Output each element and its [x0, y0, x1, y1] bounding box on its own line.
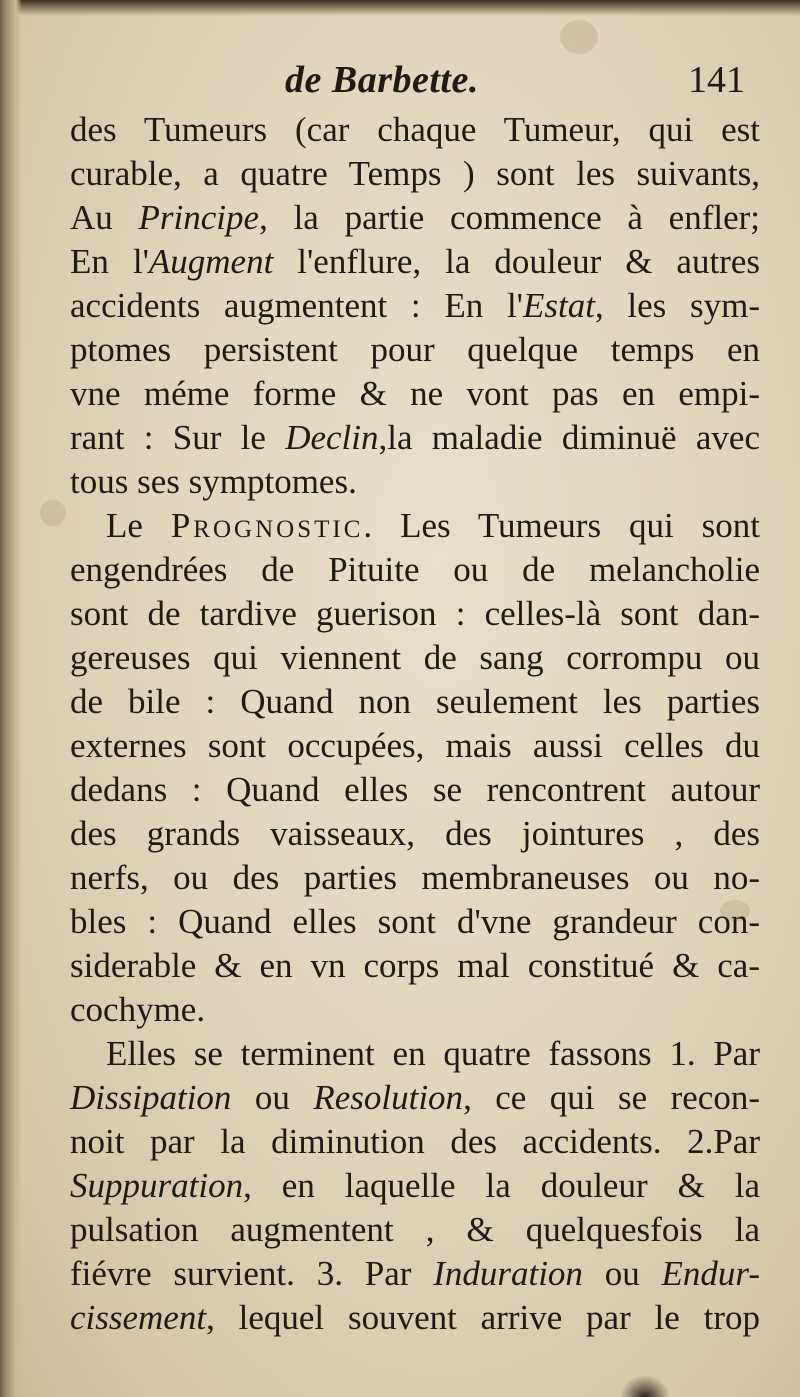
text-line-11: engendrées de Pituite ou de melancholie	[70, 550, 760, 589]
text-line-4: En l'Augment l'enflure, la douleur & autres	[70, 242, 760, 281]
text-line-27: fiévre survient. 3. Par Induration ou Endur-	[70, 1254, 760, 1293]
term-dissipation: Dissipation	[70, 1078, 232, 1117]
term-prognostic: Prognostic	[170, 506, 364, 545]
term-augment: Augment	[148, 242, 274, 281]
page-top-edge	[0, 0, 800, 16]
text-line-3: Au Principe, la partie commence à enfler;	[70, 198, 760, 237]
text-line-16: dedans : Quand elles se rencontrent autour	[70, 770, 760, 809]
term-estat: Estat	[522, 286, 595, 325]
foxing-stain	[40, 500, 66, 526]
text-line-9: tous ses symptomes.	[70, 462, 357, 501]
text-line-14: de bile : Quand non seulement les parties	[70, 682, 760, 721]
text-line-25: Suppuration, en laquelle la douleur & la	[70, 1166, 760, 1205]
foxing-stain	[560, 20, 598, 54]
text-line-26: pulsation augmentent , & quelquesfois la	[70, 1210, 760, 1249]
page-header	[285, 58, 745, 106]
text-line-12: sont de tardive guerison : celles-là sont dan-	[70, 594, 760, 633]
text-line-13: gereuses qui viennent de sang corrompu ou	[70, 638, 760, 677]
text-line-17: des grands vaisseaux, des jointures , des	[70, 814, 760, 853]
text-line-18: nerfs, ou des parties membraneuses ou no-	[70, 858, 760, 897]
term-resolution: Resolution	[313, 1078, 464, 1117]
text-line-7: vne méme forme & ne vont pas en empi-	[70, 374, 760, 413]
binding-gutter	[0, 0, 22, 1397]
term-suppuration: Suppuration	[70, 1166, 244, 1205]
text-line-8: rant : Sur le Declin,la maladie diminuë avec	[70, 418, 760, 457]
running-head: de Barbette.	[285, 59, 479, 101]
text-line-15: externes sont occupées, mais aussi celles du	[70, 726, 760, 765]
text-line-19: bles : Quand elles sont d'vne grandeur con-	[70, 902, 760, 941]
text-line-10: Le Prognostic. Les Tumeurs qui sont	[106, 506, 760, 545]
term-endurcissement-cont: cissement	[70, 1298, 207, 1337]
text-line-23: Dissipation ou Resolution, ce qui se recon-	[70, 1078, 760, 1117]
text-line-5: accidents augmentent : En l'Estat, les sym-	[70, 286, 760, 325]
text-line-6: ptomes persistent pour quelque temps en	[70, 330, 760, 369]
text-line-2: curable, a quatre Temps ) sont les suivants,	[70, 154, 760, 193]
term-declin: Declin	[285, 418, 379, 457]
term-endurcissement: Endur-	[661, 1254, 760, 1293]
body-text	[70, 108, 760, 1340]
page-bottom-shadow	[620, 1375, 670, 1397]
text-line-21: cochyme.	[70, 990, 206, 1029]
text-line-1: des Tumeurs (car chaque Tumeur, qui est	[70, 110, 760, 149]
text-line-28: cissement, lequel souvent arrive par le trop	[70, 1298, 760, 1337]
term-induration: Induration	[433, 1254, 583, 1293]
text-line-22: Elles se terminent en quatre fassons 1. Par	[106, 1034, 760, 1073]
term-principe: Principe	[138, 198, 260, 237]
page-number: 141	[688, 59, 745, 101]
text-line-20: siderable & en vn corps mal constitué & ca-	[70, 946, 760, 985]
text-line-24: noit par la diminution des accidents. 2.Par	[70, 1122, 760, 1161]
